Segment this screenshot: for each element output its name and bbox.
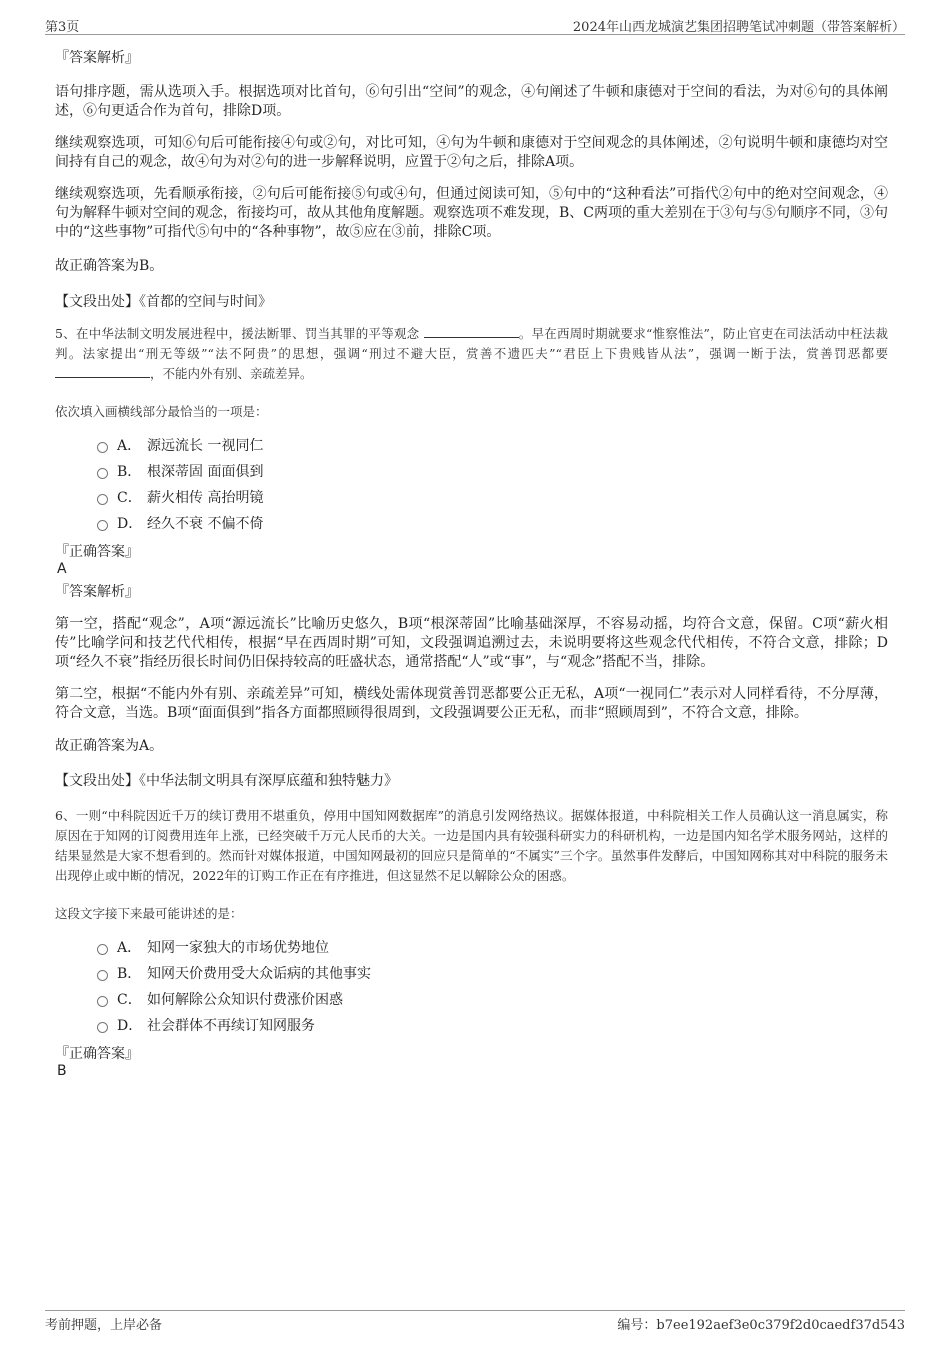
analysis-label: 『答案解析』	[55, 50, 139, 66]
analysis-paragraph: 继续观察选项，先看顺承衔接，②句后可能衔接⑤句或④句，但通过阅读可知，⑤句中的“这种看法”可指代②句中的绝对空间观念，④句为解释牛顿对空间的观念，衔接均可，故从其他角度解题。观察选项不难发现，B、C两项的重大差别在于③句与⑤句顺序不同，③句中的“这些事物”可指代⑤句中的“各种事物”，故⑤应在③前，排除C项。	[55, 186, 888, 240]
option-a[interactable]: A． 源远流长 一视同仁	[97, 433, 888, 459]
correct-answer: A	[57, 561, 67, 577]
page-footer	[45, 1310, 905, 1333]
correct-answer: B	[57, 1063, 67, 1079]
radio-icon[interactable]	[97, 520, 108, 531]
option-c[interactable]: C． 薪火相传 高抬明镜	[97, 485, 888, 511]
option-a[interactable]: A． 知网一家独大的市场优势地位	[97, 935, 888, 961]
option-list	[55, 433, 888, 537]
stem-part: 。早在西周时期就要求“惟察惟法”，防止官吏在司法活动中枉法裁判。法家提出“刑无等级”“法不阿贵”的思想，强调“刑过不避大臣，赏善不遗匹夫”“君臣上下贵贱皆从法”，强调一断于法，赏善罚恶都要	[55, 326, 888, 361]
option-c[interactable]: C． 如何解除公众知识付费涨价困惑	[97, 987, 888, 1013]
analysis-paragraph: 继续观察选项，可知⑥句后可能衔接④句或②句，对比可知，④句为牛顿和康德对于空间观念的具体阐述，②句说明牛顿和康德均对空间持有自己的观念，故④句为对②句的进一步解释说明，应置于②句之后，排除A项。	[55, 135, 888, 170]
analysis-paragraph: 第一空，搭配“观念”，A项“源远流长”比喻历史悠久，B项“根深蒂固”比喻基础深厚，不容易动摇，均符合文意，保留。C项“薪火相传”比喻学问和技艺代代相传，根据“早在西周时期”可知，文段强调追溯过去，未说明要将这些观念代代相传，不符合文意，排除；D项“经久不衰”指经历很长时间仍旧保持较高的旺盛状态，通常搭配“人”或“事”，与“观念”搭配不当，排除。	[55, 616, 888, 670]
option-list	[55, 935, 888, 1039]
option-b[interactable]: B． 根深蒂固 面面俱到	[97, 459, 888, 485]
answer-label: 『正确答案』	[55, 544, 139, 560]
page-header	[45, 14, 905, 35]
radio-icon[interactable]	[97, 442, 108, 453]
fill-blank	[424, 325, 519, 338]
radio-icon[interactable]	[97, 970, 108, 981]
radio-icon[interactable]	[97, 944, 108, 955]
option-d[interactable]: D． 经久不衰 不偏不倚	[97, 511, 888, 537]
page-number: 第3页	[45, 20, 80, 35]
question-stem: 6、一则“中科院因近千万的续订费用不堪重负，停用中国知网数据库”的消息引发网络热议。据媒体报道，中科院相关工作人员确认这一消息属实，称原因在于知网的订阅费用连年上涨，已经突破千万元人民币的大关。一边是国内具有较强科研实力的科研机构，一边是国内知名学术服务网站，这样的结果显然是大家不想看到的。然而针对媒体报道，中国知网最初的回应只是简单的“不属实”三个字。虽然事件发酵后，中国知网称其对中科院的服务未出现停止或中断的情况，2022年的订购工作正在有序推进，但这显然不足以解除公众的困惑。	[55, 808, 888, 883]
analysis-paragraph: 第二空，根据“不能内外有别、亲疏差异”可知，横线处需体现赏善罚恶都要公正无私，A项“一视同仁”表示对人同样看待，不分厚薄，符合文意，当选。B项“面面俱到”指各方面都照顾得很周到，文段强调要公正无私，而非“照顾周到”，不符合文意，排除。	[55, 686, 888, 721]
stem-part: 5、在中华法制文明发展进程中，援法断罪、罚当其罪的平等观念	[55, 326, 420, 341]
document-title: 2024年山西龙城演艺集团招聘笔试冲刺题（带答案解析）	[572, 20, 905, 35]
fill-blank	[55, 365, 150, 378]
radio-icon[interactable]	[97, 1022, 108, 1033]
stem-part: ，不能内外有别、亲疏差异。	[150, 366, 313, 381]
question-stem	[55, 324, 888, 384]
radio-icon[interactable]	[97, 996, 108, 1007]
radio-icon[interactable]	[97, 468, 108, 479]
analysis-conclusion: 故正确答案为A。	[55, 738, 164, 754]
analysis-conclusion: 故正确答案为B。	[55, 258, 164, 274]
passage-source: 【文段出处】《中华法制文明具有深厚底蕴和独特魅力》	[55, 773, 398, 789]
analysis-paragraph: 语句排序题，需从选项入手。根据选项对比首句，⑥句引出“空间”的观念，④句阐述了牛顿和康德对于空间的看法，为对⑥句的具体阐述，⑥句更适合作为首句，排除D项。	[55, 84, 888, 119]
analysis-label: 『答案解析』	[55, 584, 139, 600]
option-b[interactable]: B． 知网天价费用受大众诟病的其他事实	[97, 961, 888, 987]
question-prompt: 这段文字接下来最可能讲述的是：	[55, 906, 243, 921]
option-d[interactable]: D． 社会群体不再续订知网服务	[97, 1013, 888, 1039]
page-content	[55, 45, 888, 1080]
footer-slogan: 考前押题，上岸必备	[45, 1318, 163, 1333]
passage-source: 【文段出处】《首都的空间与时间》	[55, 294, 272, 310]
document-id: 编号：b7ee192aef3e0c379f2d0caedf37d543	[617, 1318, 905, 1333]
answer-label: 『正确答案』	[55, 1046, 139, 1062]
question-prompt: 依次填入画横线部分最恰当的一项是：	[55, 404, 268, 419]
radio-icon[interactable]	[97, 494, 108, 505]
